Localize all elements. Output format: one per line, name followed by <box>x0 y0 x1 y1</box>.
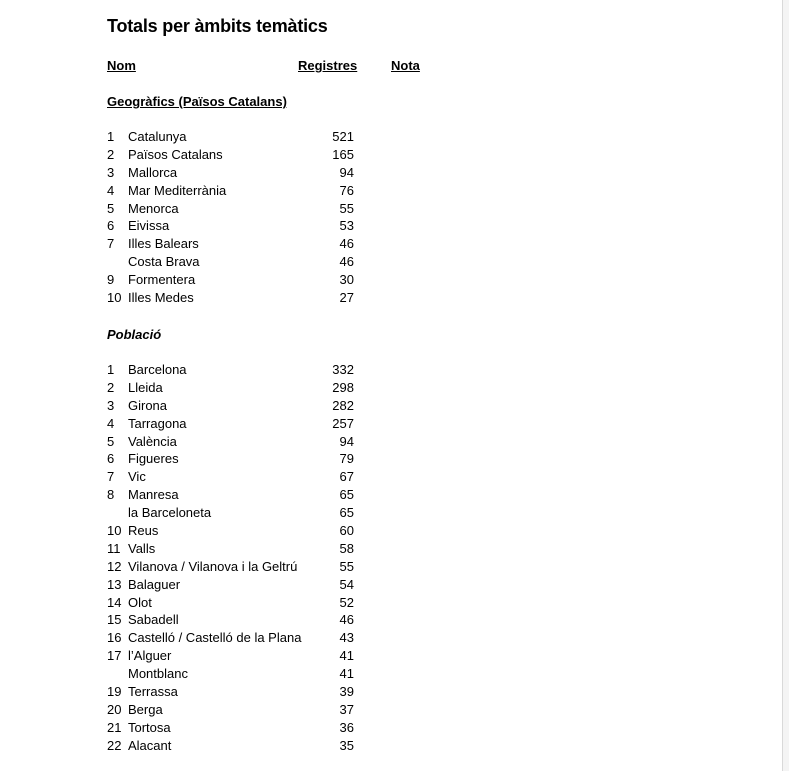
row-rank: 15 <box>107 612 122 628</box>
row-count: 52 <box>339 594 354 610</box>
row-name: Tortosa <box>128 719 171 735</box>
row-name: Menorca <box>128 200 179 216</box>
table-row <box>107 719 367 737</box>
row-rank: 5 <box>107 433 115 449</box>
column-header-note: Nota <box>391 58 420 73</box>
table-row <box>107 486 367 504</box>
row-rank: 5 <box>107 200 115 216</box>
row-rank: 20 <box>107 701 122 717</box>
row-rank: 11 <box>107 540 121 556</box>
row-name: Berga <box>128 701 163 717</box>
row-rank: 2 <box>107 146 115 162</box>
table-row <box>107 522 367 540</box>
row-name: Costa Brava <box>128 254 200 270</box>
row-count: 65 <box>339 487 354 503</box>
row-count: 41 <box>339 648 354 664</box>
table-row <box>107 164 367 182</box>
table-row <box>107 182 367 200</box>
table-row <box>107 611 367 629</box>
row-count: 46 <box>339 612 354 628</box>
row-name: València <box>128 433 177 449</box>
row-rank: 2 <box>107 379 115 395</box>
row-count: 65 <box>339 505 354 521</box>
row-count: 37 <box>339 701 354 717</box>
row-rank: 19 <box>107 684 122 700</box>
row-rank: 1 <box>107 362 115 377</box>
column-header-count: Registres <box>298 58 358 73</box>
row-rank: 7 <box>107 469 115 485</box>
row-rank: 22 <box>107 737 122 753</box>
row-name: la Barceloneta <box>128 505 212 521</box>
row-name: Eivissa <box>128 218 170 234</box>
row-rank: 10 <box>107 290 122 306</box>
row-name: Mallorca <box>128 164 178 180</box>
row-name: Illes Balears <box>128 236 199 252</box>
row-rank: 8 <box>107 487 115 503</box>
row-name: Vilanova / Vilanova i la Geltrú <box>128 558 298 574</box>
row-name: Terrassa <box>128 684 178 700</box>
table-row <box>107 289 367 307</box>
row-count: 46 <box>339 236 354 252</box>
row-count: 46 <box>339 254 354 270</box>
row-rank: 12 <box>107 558 122 574</box>
row-count: 58 <box>339 540 354 556</box>
row-name: Figueres <box>128 451 179 467</box>
row-count: 53 <box>339 218 354 234</box>
row-rank: 13 <box>107 576 122 592</box>
row-name: Lleida <box>128 379 163 395</box>
row-name: Catalunya <box>128 129 187 144</box>
table-row <box>107 737 367 755</box>
table-row <box>107 468 367 486</box>
viewer-gutter <box>783 0 789 771</box>
row-count: 332 <box>332 362 354 377</box>
row-rank: 14 <box>107 594 122 610</box>
table-row <box>107 146 367 164</box>
row-count: 521 <box>332 129 354 144</box>
row-rank: 17 <box>107 648 122 664</box>
row-name: Illes Medes <box>128 290 194 306</box>
table-row <box>107 200 367 218</box>
table-row <box>107 665 367 683</box>
row-rank: 6 <box>107 451 115 467</box>
row-rank: 3 <box>107 164 115 180</box>
row-count: 94 <box>339 433 354 449</box>
table-row <box>107 594 367 612</box>
row-count: 35 <box>339 737 354 753</box>
row-name: l’Alguer <box>128 648 172 664</box>
row-count: 298 <box>332 379 354 395</box>
row-rank: 21 <box>107 719 122 735</box>
row-name: Girona <box>128 397 168 413</box>
geographic-list <box>107 128 367 307</box>
page-title: Totals per àmbits temàtics <box>107 16 328 36</box>
row-rank: 4 <box>107 415 115 431</box>
table-row <box>107 558 367 576</box>
row-count: 282 <box>332 397 354 413</box>
table-row <box>107 629 367 647</box>
section-title-population: Població <box>107 327 162 342</box>
row-count: 43 <box>339 630 354 646</box>
table-row <box>107 271 367 289</box>
row-name: Castelló / Castelló de la Plana <box>128 630 302 646</box>
row-name: Alacant <box>128 737 172 753</box>
table-row <box>107 647 367 665</box>
row-rank: 9 <box>107 272 115 288</box>
row-count: 79 <box>339 451 354 467</box>
row-count: 36 <box>339 719 354 735</box>
row-name: Balaguer <box>128 576 181 592</box>
row-count: 54 <box>339 576 354 592</box>
table-row <box>107 504 367 522</box>
row-rank: 1 <box>107 129 115 144</box>
row-count: 55 <box>339 558 354 574</box>
row-name: Olot <box>128 594 152 610</box>
row-rank: 6 <box>107 218 115 234</box>
column-header-name: Nom <box>107 58 136 73</box>
table-row <box>107 217 367 235</box>
row-name: Països Catalans <box>128 146 223 162</box>
table-row <box>107 128 367 146</box>
row-name: Vic <box>128 469 146 485</box>
row-name: Barcelona <box>128 362 187 377</box>
row-name: Tarragona <box>128 415 187 431</box>
table-row <box>107 701 367 719</box>
row-count: 67 <box>339 469 354 485</box>
row-count: 55 <box>339 200 354 216</box>
population-list <box>107 361 367 755</box>
row-name: Manresa <box>128 487 179 503</box>
row-name: Valls <box>128 540 156 556</box>
row-count: 76 <box>339 182 354 198</box>
table-row <box>107 235 367 253</box>
section-title-geographic: Geogràfics (Països Catalans) <box>107 94 287 109</box>
table-row <box>107 540 367 558</box>
row-count: 165 <box>332 146 354 162</box>
table-row <box>107 683 367 701</box>
table-row <box>107 433 367 451</box>
row-rank: 10 <box>107 523 122 539</box>
row-count: 94 <box>339 164 354 180</box>
row-rank: 16 <box>107 630 122 646</box>
row-count: 39 <box>339 684 354 700</box>
table-row <box>107 361 367 379</box>
table-row <box>107 576 367 594</box>
table-row <box>107 415 367 433</box>
row-count: 257 <box>332 415 354 431</box>
row-rank: 3 <box>107 397 115 413</box>
row-count: 30 <box>339 272 354 288</box>
row-name: Mar Mediterrània <box>128 182 227 198</box>
row-name: Formentera <box>128 272 196 288</box>
table-row <box>107 450 367 468</box>
table-row <box>107 397 367 415</box>
row-count: 60 <box>339 523 354 539</box>
row-count: 27 <box>339 290 354 306</box>
row-rank: 7 <box>107 236 115 252</box>
row-count: 41 <box>339 666 354 682</box>
table-row <box>107 253 367 271</box>
row-name: Sabadell <box>128 612 179 628</box>
table-row <box>107 379 367 397</box>
row-name: Reus <box>128 523 159 539</box>
row-rank: 4 <box>107 182 115 198</box>
row-name: Montblanc <box>128 666 188 682</box>
